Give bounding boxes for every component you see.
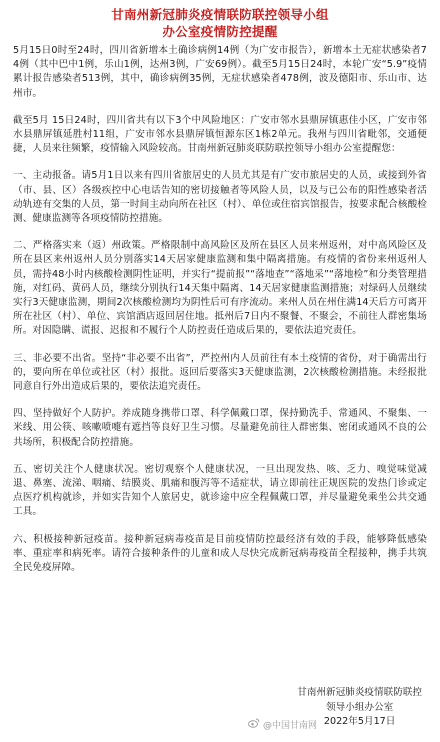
title-line-2: 办公室疫情防控提醒 (162, 24, 278, 39)
title-line-1: 甘南州新冠肺炎疫情联防联控领导小组 (111, 7, 329, 22)
paragraph-vaccination: 六、积极接种新冠疫苗。接种新冠病毒疫苗是目前疫情防控最经济有效的手段，能够降低感染率、重症率和病死率。请符合接种条件的儿童和成人尽快完成新冠病毒疫苗全程接种，携手共筑全民免疫屏障。 (13, 533, 427, 574)
paragraph-risk-areas: 截至5月 15日24时，四川省共有以下3个中风险地区：广安市邻水县鼎屏镇惠佳小区，广安市邻水县鼎屏镇延胜村11组，广安市邻水县鼎屏镇恒源东区1栋2单元。我州与四川省毗邻，交通便捷，人员来往频繁，疫情输入风险较高。甘南州新冠肺炎联防联控领导小组办公室提醒您： (13, 114, 427, 155)
signature-org-line-1: 甘南州新冠肺炎疫情联防联控 (297, 687, 422, 698)
notice-header (13, 6, 427, 40)
paragraph-arrival-policy: 二、严格落实来（返）州政策。严格限制中高风险区及所在县区人员来州返州，对中高风险区及所在县区来州返州人员分别落实14天居家健康监测和集中隔离措施。有疫情的省份来州返州人员，需持48小时内核酸检测阴性证明，并实行“提前报”“落地查”“落地采”“落地检”和分类管理措施，对红码、黄码人员，继续分别执行14天集中隔离、14天居家健康监测措施；对绿码人员继续实行3天健康监测，期间2次核酸检测均为阴性后可有序流动。来州人员在州住满14天后方可离开所在社区（村）、单位、宾馆酒店返回居住地。抵州后7日内不聚餐、不聚会，不前往人群密集场所。对因隐瞒、谎报、迟报和不履行个人防控责任造成后果的，要依法追究责任。 (13, 240, 427, 337)
watermark-text: @中国甘南网 (263, 721, 318, 731)
paragraph-health-monitoring: 五、密切关注个人健康状况。密切观察个人健康状况，一旦出现发热、咳、乏力、嗅觉味觉减退、鼻塞、流涕、咽痛、结膜炎、肌痛和腹泻等不适症状，请立即前往正规医院的发热门诊或定点医疗机构就诊，并如实告知个人旅居史，就诊途中应全程佩戴口罩，并尽量避免乘坐公共交通工具。 (13, 463, 427, 518)
signature-org-line-2: 领导小组办公室 (326, 701, 394, 713)
paragraph-case-summary: 5月15日0时至24时，四川省新增本土确诊病例14例（为广安市报告），新增本土无症状感染者74例（其中巴中1例，乐山1例，达州3例，广安69例）。截至5月15日24时，本轮广安“5.9”疫情累计报告感染者513例，其中，确诊病例35例，无症状感染者478例，波及德阳市、乐山市、达州市。 (13, 45, 427, 99)
watermark (248, 718, 317, 731)
signature-block (297, 686, 430, 730)
signature-date: 2022年5月17日 (323, 716, 396, 727)
paragraph-personal-protection: 四、坚持做好个人防护。养成随身携带口罩、科学佩戴口罩，保持勤洗手、常通风、不聚集、一米线、用公筷、咳嗽喷嚏有遮挡等良好卫生习惯。尽量避免前往人群密集、密闭或通风不良的公共场所，积极配合防控措施。 (13, 408, 427, 448)
paragraph-report: 一、主动报备。请5月1日以来有四川省旅居史的人员尤其是有广安市旅居史的人员，或接到外省（市、县、区）各级疾控中心电话告知的密切接触者等风险人员，以及与已公布的阳性感染者活动轨迹有交集的人员，第一时间主动向所在社区（村）、单位或住宿宾馆报告，按要求配合核酸检测、健康监测等各项疫情防控措施。 (13, 170, 427, 225)
paragraph-no-travel: 三、非必要不出省。坚持“非必要不出省”，严控州内人员前往有本土疫情的省份，对于确需出行的，要向所在单位或社区（村）报批。返回后要落实3天健康监测，2次核酸检测措施。未经报批同意自行外出造成后果的，要依法追究责任。 (13, 352, 427, 393)
weibo-icon (248, 718, 260, 731)
